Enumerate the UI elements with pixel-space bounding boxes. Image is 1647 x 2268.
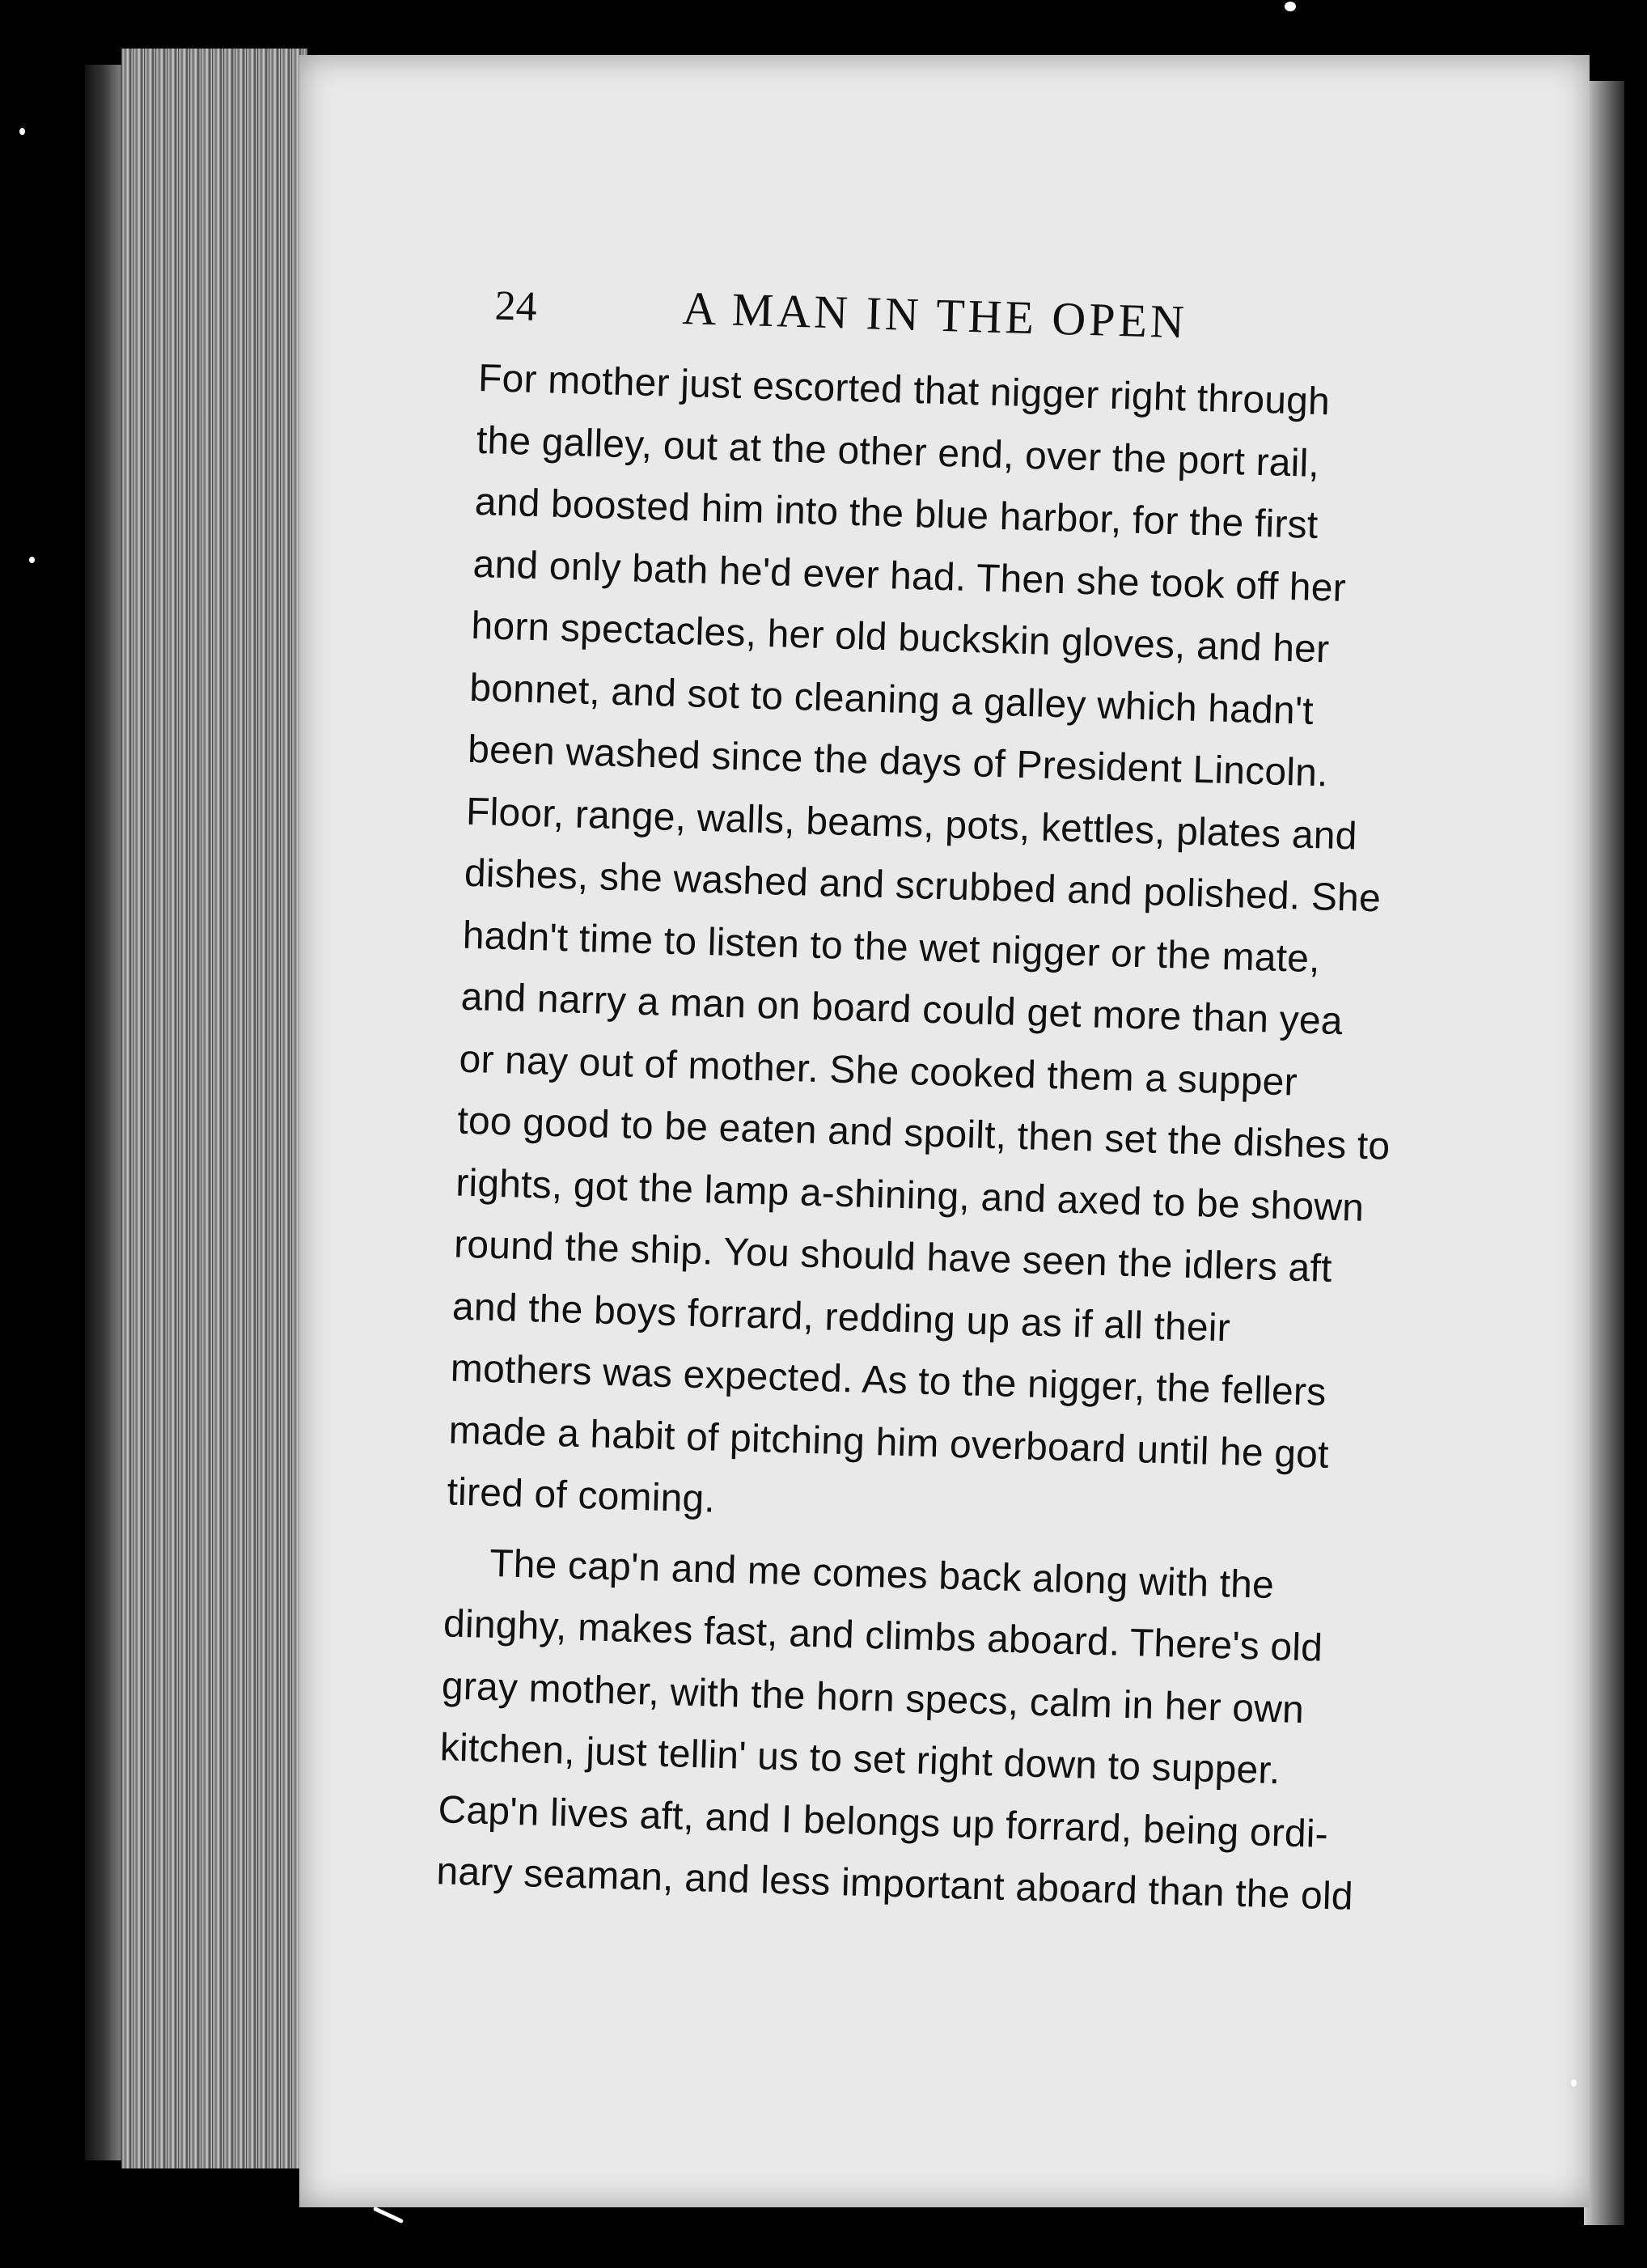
scan-speck (19, 128, 25, 135)
text-line: The cap'n and me comes back along with the (489, 1541, 1275, 1607)
body-text (436, 348, 1462, 1931)
text-line: the galley, out at the other end, over the port rail, (476, 418, 1320, 485)
text-line: Cap'n lives aft, and I belongs up forrard, being ordi- (438, 1787, 1329, 1856)
text-line: Floor, range, walls, beams, pots, kettles, plates and (465, 790, 1358, 858)
text-line: mothers was expected. As to the nigger, the fellers (450, 1346, 1327, 1414)
scan-speck (373, 2207, 404, 2223)
book-page (299, 55, 1590, 2207)
text-line: nary seaman, and less important aboard than the old (435, 1850, 1354, 1918)
text-line: dishes, she washed and scrubbed and polished. She (464, 851, 1382, 921)
text-line: hadn't time to listen to the wet nigger or the mate, (462, 914, 1321, 981)
text-line: rights, got the lamp a-shining, and axed to be shown (455, 1161, 1365, 1230)
paragraph (436, 1532, 1429, 1931)
scan-speck (1285, 2, 1296, 11)
text-line: and only bath he'd ever had. Then she took off her (472, 542, 1347, 610)
text-line: and narry a man on board could get more than yea (460, 975, 1344, 1044)
text-line: kitchen, just tellin' us to set right down to supper. (439, 1726, 1281, 1793)
paragraph (447, 348, 1462, 1551)
running-title: A MAN IN THE OPEN (681, 281, 1188, 349)
text-line: or nay out of mother. She cooked them a supper (458, 1037, 1298, 1104)
text-line: too good to be eaten and spoilt, then set the dishes to (456, 1099, 1391, 1168)
text-line: been washed since the days of President Lincoln. (467, 727, 1329, 795)
text-line: and the boys forrard, redding up as if all their (451, 1285, 1231, 1350)
text-line: dinghy, makes fast, and climbs aboard. There's old (442, 1602, 1323, 1670)
page-edges (121, 49, 307, 2168)
text-line: For mother just escorted that nigger right through (477, 356, 1331, 424)
text-line: made a habit of pitching him overboard until he got (448, 1408, 1330, 1477)
text-line: horn spectacles, her old buckskin gloves, and her (470, 604, 1331, 672)
page-content (436, 267, 1464, 1931)
text-line: tired of coming. (446, 1470, 716, 1521)
text-line: gray mother, with the horn specs, calm in her own (441, 1664, 1305, 1732)
page-number: 24 (493, 282, 538, 330)
text-line: and boosted him into the blue harbor, for the first (474, 480, 1319, 547)
scan-speck (1571, 2079, 1577, 2087)
right-page-shadow (1584, 81, 1624, 2225)
text-line: round the ship. You should have seen the idlers aft (453, 1223, 1333, 1291)
text-line: bonnet, and sot to cleaning a galley which hadn't (468, 666, 1315, 733)
scan-speck (29, 557, 35, 563)
